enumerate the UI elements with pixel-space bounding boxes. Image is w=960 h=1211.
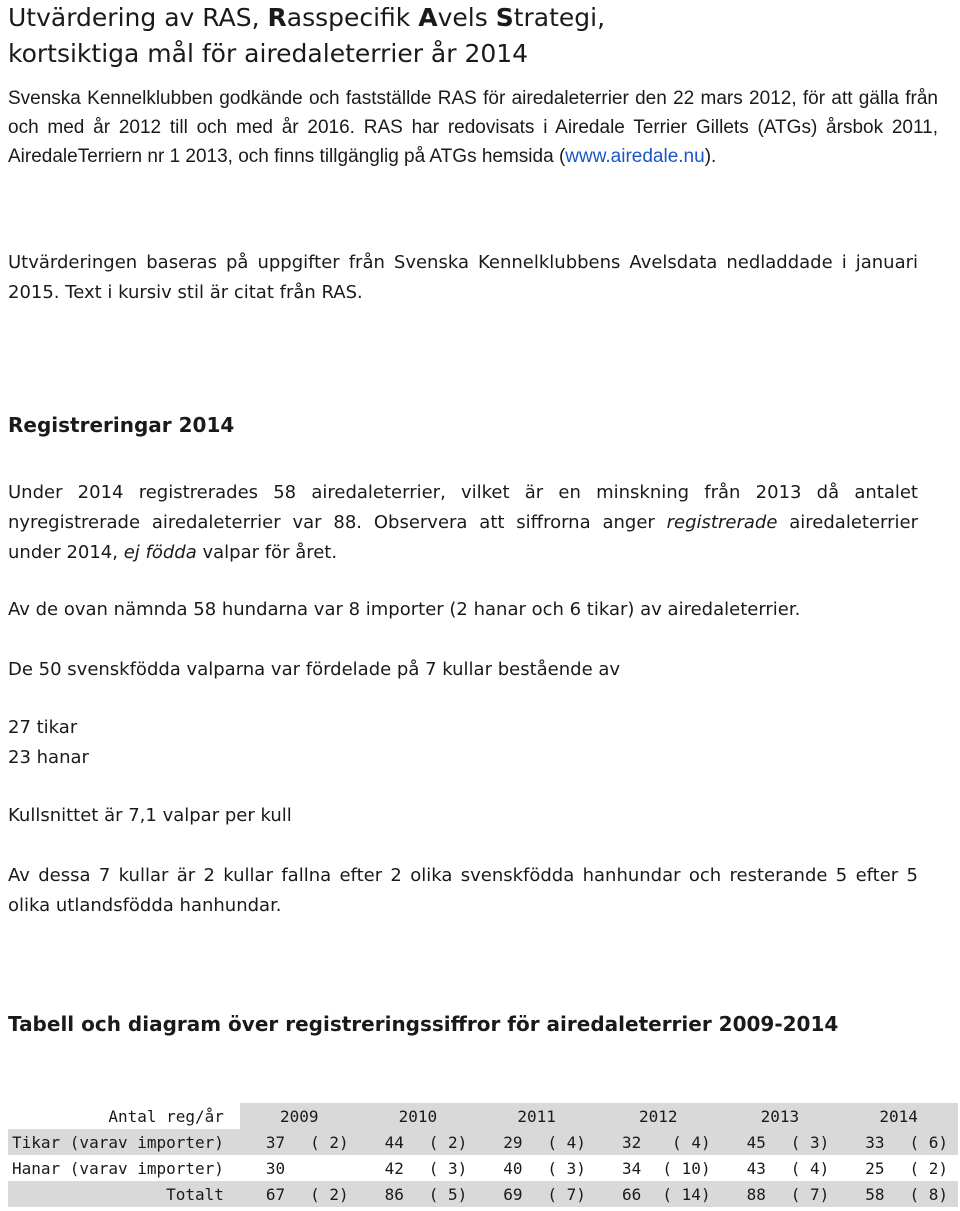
basis-paragraph: Utvärderingen baseras på uppgifter från Svenska Kennelklubbens Avelsdata nedladdade i januari 2015. Text i kursiv stil är citat från RAS. — [8, 252, 918, 303]
cell-value: 45 — [721, 1129, 778, 1155]
year-header: 2013 — [721, 1103, 840, 1129]
hanhundar-paragraph: Av dessa 7 kullar är 2 kullar fallna efter 2 olika svenskfödda hanhundar och resterande 5 efter 5 olika utlandsfödda hanhundar. — [8, 865, 918, 916]
title-prefix: Utvärdering av RAS, — [8, 3, 268, 32]
cell-value: 40 — [477, 1155, 534, 1181]
cell-import: ( 4) — [778, 1155, 839, 1181]
intro-text: Svenska Kennelklubben godkände och fastställde RAS för airedaleterrier den 22 mars 2012, för att gälla från och med år 2012 till och med år 2016. RAS har redovisats i Airedale Terrier Gillets (ATGs) årsbok 2011, AiredaleTerriern nr 1 2013, och finns tillgänglig på ATGs hemsida ( — [8, 88, 938, 167]
cell-import: ( 7) — [534, 1181, 595, 1207]
cell-import: ( 3) — [534, 1155, 595, 1181]
title-line-2: kortsiktiga mål för airedaleterrier år 2014 — [8, 39, 529, 68]
row-label: Totalt — [8, 1181, 240, 1207]
table-row-totalt — [8, 1181, 958, 1207]
cell-import: ( 4) — [534, 1129, 595, 1155]
title-word-rasspecifik: asspecifik — [286, 3, 419, 32]
intro-paragraph — [8, 84, 938, 171]
cell-import: ( 7) — [778, 1181, 839, 1207]
year-header: 2014 — [839, 1103, 958, 1129]
cell-value: 43 — [721, 1155, 778, 1181]
cell-value: 44 — [359, 1129, 416, 1155]
table-row-hanar — [8, 1155, 958, 1181]
reg-text-b: airedaleterrier under 2014, — [8, 512, 918, 563]
table-header-row — [8, 1103, 958, 1129]
title-word-strategi: trategi, — [513, 3, 606, 32]
cell-value: 69 — [477, 1181, 534, 1207]
cell-import — [297, 1155, 358, 1181]
tikar-line: 27 tikar — [8, 717, 78, 738]
row-label: Hanar (varav importer) — [8, 1155, 240, 1181]
cell-value: 34 — [596, 1155, 653, 1181]
table-row-tikar — [8, 1129, 958, 1155]
cell-import: ( 2) — [896, 1155, 958, 1181]
atg-website-link[interactable]: www.airedale.nu — [565, 146, 705, 167]
cell-import: ( 4) — [653, 1129, 720, 1155]
cell-value: 42 — [359, 1155, 416, 1181]
cell-value: 37 — [240, 1129, 297, 1155]
cell-value: 25 — [839, 1155, 896, 1181]
cell-import: ( 8) — [896, 1181, 958, 1207]
cell-value: 66 — [596, 1181, 653, 1207]
intro-after: ). — [704, 146, 717, 167]
registration-table — [8, 1103, 958, 1207]
cell-value: 32 — [596, 1129, 653, 1155]
year-header: 2012 — [596, 1103, 721, 1129]
cell-import: ( 6) — [896, 1129, 958, 1155]
title-initial-s: S — [495, 3, 514, 32]
title-initial-a: A — [418, 3, 438, 32]
cell-import: ( 2) — [297, 1181, 358, 1207]
registreringar-paragraph — [8, 478, 918, 568]
cell-import: ( 2) — [416, 1129, 477, 1155]
document-title — [8, 0, 605, 72]
title-word-avels: vels — [437, 3, 496, 32]
cell-import: ( 3) — [416, 1155, 477, 1181]
hanar-line: 23 hanar — [8, 747, 89, 768]
kullar-paragraph: De 50 svenskfödda valparna var fördelade på 7 kullar bestående av — [8, 659, 621, 680]
reg-italic-ej-fodda: ej födda — [123, 542, 197, 563]
cell-value: 33 — [839, 1129, 896, 1155]
year-header: 2009 — [240, 1103, 359, 1129]
cell-value: 88 — [721, 1181, 778, 1207]
row-label: Tikar (varav importer) — [8, 1129, 240, 1155]
title-initial-r: R — [267, 3, 287, 32]
cell-import: ( 10) — [653, 1155, 720, 1181]
reg-text-c: valpar för året. — [196, 542, 338, 563]
cell-import: ( 2) — [297, 1129, 358, 1155]
table-corner-label: Antal reg/år — [8, 1103, 240, 1129]
tabell-heading: Tabell och diagram över registreringssiffror för airedaleterrier 2009-2014 — [8, 1012, 839, 1036]
cell-import: ( 5) — [416, 1181, 477, 1207]
year-header: 2011 — [477, 1103, 596, 1129]
cell-import: ( 14) — [653, 1181, 720, 1207]
cell-import: ( 3) — [778, 1129, 839, 1155]
registreringar-heading: Registreringar 2014 — [8, 413, 235, 437]
importer-paragraph: Av de ovan nämnda 58 hundarna var 8 importer (2 hanar och 6 tikar) av airedaleterrier. — [8, 599, 801, 620]
cell-value: 58 — [839, 1181, 896, 1207]
cell-value: 29 — [477, 1129, 534, 1155]
reg-italic-registrerade: registrerade — [666, 512, 778, 533]
cell-value: 30 — [240, 1155, 297, 1181]
year-header: 2010 — [359, 1103, 478, 1129]
cell-value: 67 — [240, 1181, 297, 1207]
cell-value: 86 — [359, 1181, 416, 1207]
kullsnitt-line: Kullsnittet är 7,1 valpar per kull — [8, 805, 292, 826]
reg-text-a: Under 2014 registrerades 58 airedaleterrier, vilket är en minskning från 2013 då antalet nyregistrerade airedaleterrier var 88. Observera att siffrorna anger — [8, 482, 918, 533]
